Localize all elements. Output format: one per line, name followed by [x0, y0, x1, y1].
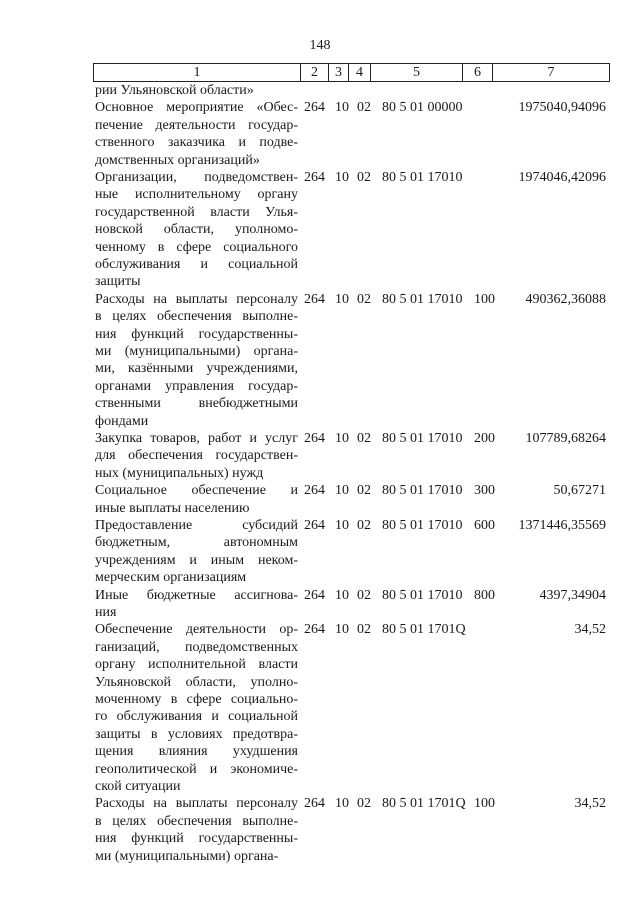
row-name-line: ми, казёнными учреждениями,: [95, 361, 298, 377]
code-pr: 02: [357, 518, 371, 533]
row-name-line: ми (муниципальными) органа-: [95, 344, 298, 360]
code-rz: 10: [335, 796, 349, 812]
code-pr: 02: [357, 622, 371, 638]
row-name-line: Обеспечение деятельности ор-: [95, 622, 298, 638]
row-name-line: ственными внебюджетными: [95, 396, 298, 412]
row-name-line: Основное мероприятие «Обес-: [95, 100, 298, 116]
amount: 4397,34904: [539, 587, 606, 603]
row-name: [95, 430, 298, 482]
row-name-line: Организации, подведомствен-: [95, 170, 298, 185]
row-name-line: защиты: [95, 274, 141, 290]
row-name-line: бюджетным, автономным: [95, 535, 298, 551]
code-csr: 80 5 01 17010: [382, 483, 463, 499]
row-name-line: ния: [95, 605, 117, 620]
row-name-line: органу исполнительной власти: [95, 657, 298, 673]
row-name-line: органами управления государ-: [95, 378, 298, 394]
page-number: 148: [309, 38, 331, 53]
code-csr: 80 5 01 1701Q: [382, 796, 466, 812]
code-csr: 80 5 01 17010: [382, 587, 463, 603]
amount: 107789,68264: [525, 431, 606, 446]
code-grbs: 264: [304, 431, 325, 446]
header-col-5: 5: [371, 64, 463, 81]
code-vr: 200: [474, 431, 495, 446]
code-csr: 80 5 01 17010: [382, 518, 463, 533]
amount: 1975040,94096: [518, 100, 606, 116]
row-name-line: ных (муниципальных) нужд: [95, 465, 264, 481]
code-grbs: 264: [304, 170, 325, 185]
code-vr: 600: [474, 518, 495, 533]
row-name-line: ской ситуации: [95, 779, 181, 795]
code-pr: 02: [357, 170, 371, 185]
code-csr: 80 5 01 17010: [382, 170, 463, 185]
code-pr: 02: [357, 796, 371, 812]
row-name-line: моченному в сфере социально-: [95, 692, 298, 708]
header-col-4: 4: [349, 64, 371, 81]
row-name-line: рии Ульяновской области»: [95, 83, 254, 98]
code-pr: 02: [357, 587, 371, 603]
code-csr: 80 5 01 00000: [382, 100, 463, 116]
amount: 50,67271: [553, 483, 606, 499]
row-name-line: в целях обеспечения выполне-: [95, 309, 298, 325]
code-grbs: 264: [304, 796, 325, 812]
row-name: [95, 82, 298, 99]
row-name-line: Ульяновской области, уполно-: [95, 674, 298, 690]
code-pr: 02: [357, 291, 371, 307]
code-grbs: 264: [304, 587, 325, 603]
code-csr: 80 5 01 17010: [382, 291, 463, 307]
header-col-1: 1: [94, 64, 301, 81]
code-vr: 100: [474, 796, 495, 812]
code-pr: 02: [357, 431, 371, 446]
row-name-line: Социальное обеспечение и: [95, 483, 298, 499]
row-name-line: Расходы на выплаты персоналу: [95, 291, 298, 307]
header-col-3: 3: [329, 64, 349, 81]
code-rz: 10: [335, 431, 349, 446]
amount: 34,52: [574, 622, 606, 638]
code-rz: 10: [335, 100, 349, 116]
code-csr: 80 5 01 1701Q: [382, 622, 466, 638]
row-name-line: иные выплаты населению: [95, 500, 250, 516]
row-name: [95, 621, 298, 795]
code-rz: 10: [335, 587, 349, 603]
row-name: [95, 482, 298, 517]
row-name: [95, 169, 298, 291]
code-grbs: 264: [304, 622, 325, 638]
amount: 34,52: [574, 796, 606, 812]
row-name-line: ные исполнительному органу: [95, 187, 298, 203]
code-grbs: 264: [304, 518, 325, 533]
row-name-line: мерческим организациям: [95, 570, 247, 586]
row-name-line: домственных организаций»: [95, 152, 260, 168]
row-name: [95, 99, 298, 169]
row-name: [95, 795, 298, 865]
row-name: [95, 517, 298, 587]
row-name-line: ганизаций, подведомственных: [95, 639, 298, 655]
code-vr: 100: [474, 291, 495, 307]
row-name-line: ченному в сфере социального: [95, 239, 298, 255]
row-name-line: фондами: [95, 413, 149, 429]
row-name-line: ми (муниципальными) органа-: [95, 848, 279, 864]
row-name-line: печение деятельности государ-: [95, 117, 298, 133]
code-grbs: 264: [304, 100, 325, 116]
row-name-line: Расходы на выплаты персоналу: [95, 796, 298, 812]
row-name-line: ственного заказчика и подве-: [95, 135, 298, 151]
amount: 1974046,42096: [518, 170, 606, 185]
header-col-7: 7: [547, 65, 555, 80]
row-name-line: новской области, уполномо-: [95, 222, 298, 238]
row-name-line: защиты в условиях предотвра-: [95, 726, 298, 742]
row-name-line: учреждениям и иным неком-: [95, 552, 298, 568]
code-pr: 02: [357, 483, 371, 499]
code-grbs: 264: [304, 483, 325, 499]
code-rz: 10: [335, 170, 349, 185]
row-name-line: Закупка товаров, работ и услуг: [95, 431, 298, 446]
row-name-line: для обеспечения государствен-: [95, 448, 298, 464]
row-name-line: государственной власти Улья-: [95, 204, 298, 220]
row-name-line: в целях обеспечения выполне-: [95, 813, 298, 829]
row-name: [95, 587, 298, 622]
row-name-line: ния функций государственны-: [95, 326, 298, 342]
code-rz: 10: [335, 291, 349, 307]
table-header: [93, 63, 610, 82]
code-pr: 02: [357, 100, 371, 116]
code-grbs: 264: [304, 291, 325, 307]
row-name-line: го обслуживания и социальной: [95, 709, 298, 725]
row-name-line: Иные бюджетные ассигнова-: [95, 587, 298, 603]
row-name: [95, 291, 298, 430]
amount: 490362,36088: [525, 291, 606, 307]
header-col-6: 6: [463, 64, 493, 81]
header-col-2: 2: [301, 64, 329, 81]
code-rz: 10: [335, 518, 349, 533]
row-name-line: геополитической и экономиче-: [95, 761, 298, 777]
row-name-line: Предоставление субсидий: [95, 518, 298, 533]
code-rz: 10: [335, 483, 349, 499]
code-vr: 300: [474, 483, 495, 499]
amount: 1371446,35569: [518, 518, 606, 533]
code-rz: 10: [335, 622, 349, 638]
row-name-line: ния функций государственны-: [95, 831, 298, 847]
row-name-line: щения влияния ухудшения: [95, 744, 298, 760]
code-vr: 800: [474, 587, 495, 603]
code-csr: 80 5 01 17010: [382, 431, 463, 446]
row-name-line: обслуживания и социальной: [95, 257, 298, 273]
